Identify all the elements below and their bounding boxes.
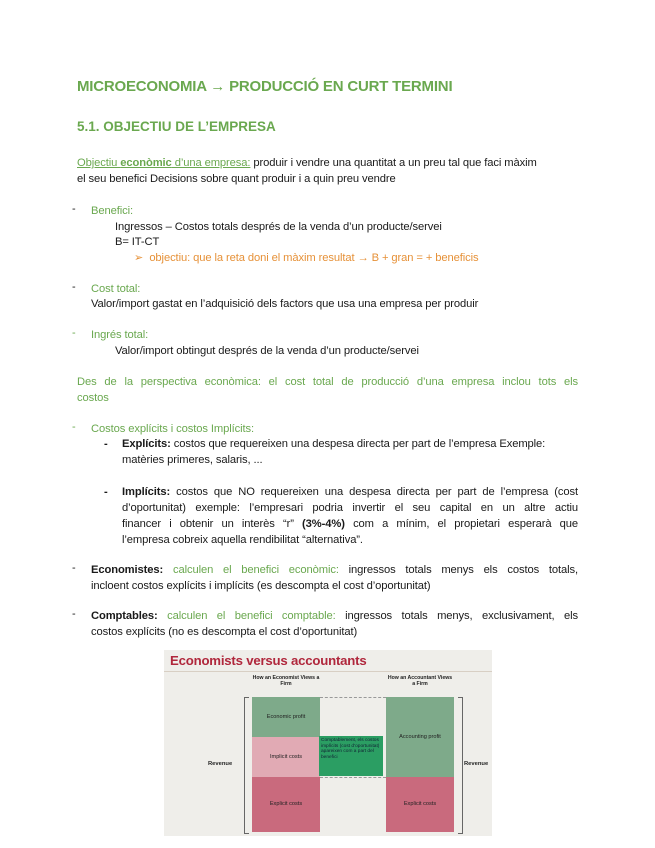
explicits-line-2: matèries primeres, salaris, ...: [122, 454, 263, 466]
figure-title: Economists versus accountants: [170, 653, 367, 668]
section-heading: 5.1. OBJECTIU DE L’EMPRESA: [77, 119, 276, 134]
bullet-dash: -: [72, 421, 76, 433]
benefici-label: Benefici:: [91, 205, 134, 217]
comptables-block: [91, 608, 578, 640]
implicits-line-4: l’empresa cobreix aquella rendibilitat “alternativa”.: [122, 534, 363, 546]
benefici-arrow-line: ➢ objectiu: que la reta doni el màxim resultat → B + gran = + beneficis: [134, 252, 479, 264]
implicits-line-3: financer i obtenir un interès “r” (3%-4%) com a mínim, el propietari esperarà que: [122, 518, 578, 530]
bullet-dash: -: [72, 608, 76, 620]
connector-line: [320, 777, 386, 778]
implicits-block: [122, 484, 578, 548]
explicits-line-1: Explícits: costos que requereixen una despesa directa per part de l’empresa Exemple:: [122, 438, 546, 450]
bullet-dash: -: [72, 281, 76, 293]
economists-vs-accountants-figure: [164, 650, 492, 836]
accountant-header: How an Accountant Views a Firm: [387, 675, 453, 687]
perspective-line-1: Des de la perspectiva econòmica: el cost total de producció d’una empresa inclou tots els: [77, 376, 578, 388]
arrow-bullet-icon: ➢: [134, 252, 144, 264]
intro-line-2: el seu benefici Decisions sobre quant produir i a quin preu vendre: [77, 173, 396, 185]
sub-dash: -: [104, 438, 108, 450]
bullet-dash: -: [72, 327, 76, 339]
objective-label: Objectiu econòmic d’una empresa:: [77, 157, 251, 169]
economic-profit-block: Economic profit: [252, 697, 320, 737]
connector-line: [320, 697, 386, 698]
left-brace: [244, 697, 249, 834]
economistes-line-1: Economistes: calculen el benefici econòmic: ingressos totals menys els costos totals,: [91, 564, 578, 576]
explicits-block: [122, 436, 578, 468]
economist-header: How an Economist Views a Firm: [252, 675, 320, 687]
benefici-line-1: Ingressos – Costos totals després de la venda d’un producte/servei: [115, 221, 442, 233]
revenue-right-label: Revenue: [464, 761, 489, 767]
perspective-paragraph: [77, 374, 578, 406]
title-underline: [164, 671, 492, 672]
intro-line-1: Objectiu econòmic d’una empresa: produir i vendre una quantitat a un preu tal que faci màxim: [77, 157, 537, 169]
explicit-costs-left-block: Explicit costs: [252, 777, 320, 832]
right-brace: [458, 697, 463, 834]
costos-label: Costos explícits i costos Implícits:: [91, 423, 255, 435]
bullet-dash: -: [72, 562, 76, 574]
sub-dash: -: [104, 486, 108, 498]
implicit-costs-block: Implicit costs: [252, 737, 320, 777]
comptables-line-1: Comptables: calculen el benefici comptable: ingressos totals menys, exclusivament, els: [91, 610, 578, 622]
accounting-profit-block: Accounting profit: [386, 697, 454, 777]
perspective-line-2: costos: [77, 392, 109, 404]
cost-total-line: Valor/import gastat en l’adquisició dels factors que usa una empresa per produir: [91, 298, 479, 310]
economistes-block: [91, 562, 578, 594]
implicits-line-2: d’oportunitat) exemple: l’empresari podria invertir el seu capital en un altre actiu: [122, 502, 578, 514]
implicits-line-1: Implícits: costos que NO requereixen una despesa directa per part de l’empresa (cost: [122, 486, 578, 498]
ingres-total-line: Valor/import obtingut després de la venda d’un producte/servei: [115, 345, 419, 357]
intro-paragraph: [77, 155, 587, 187]
ingres-total-label: Ingrés total:: [91, 329, 149, 341]
comptables-line-2: costos explícits (no es descompta el cost d’oportunitat): [91, 626, 358, 638]
page-title: MICROECONOMIA → PRODUCCIÓ EN CURT TERMINI: [77, 78, 453, 95]
cost-total-label: Cost total:: [91, 283, 141, 295]
benefici-line-2: B= IT-CT: [115, 236, 160, 248]
bullet-dash: -: [72, 203, 76, 215]
revenue-left-label: Revenue: [208, 761, 233, 767]
explicit-costs-right-block: Explicit costs: [386, 777, 454, 832]
economistes-line-2: incloent costos explícits i implícits (es descompta el cost d’oportunitat): [91, 580, 431, 592]
center-annotation: Comptablement, els costos implícits (cost d’oportunitat) apareixen com a part del benefici: [319, 736, 383, 776]
